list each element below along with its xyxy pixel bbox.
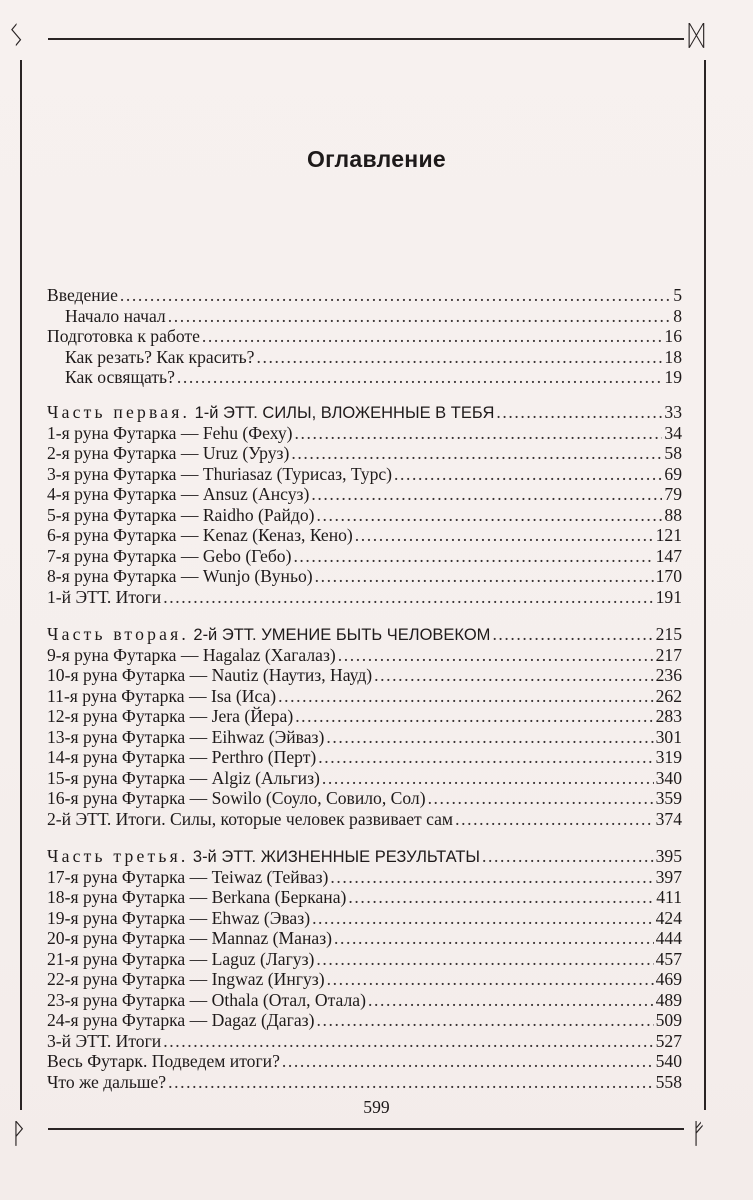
toc-entry[interactable]	[47, 686, 682, 707]
toc-entry-title: 14-я руна Футарка — Perthro (Перт)	[47, 747, 317, 767]
rune-sowilo-icon: ᛊ	[8, 19, 25, 52]
toc-entry[interactable]	[47, 505, 682, 526]
toc-page-number: 558	[655, 1071, 682, 1092]
dot-leader	[168, 306, 671, 327]
page-number: 599	[363, 1097, 390, 1117]
toc-page-number: 262	[655, 685, 682, 706]
toc-entry-title: 17-я руна Футарка — Teiwaz (Тейваз)	[47, 866, 329, 887]
toc-entry-title: 3-я руна Футарка — Thuriasaz (Турисаз, Турс)	[47, 463, 393, 484]
toc-page-number: 19	[664, 367, 682, 387]
toc-entry[interactable]	[47, 867, 682, 888]
dot-leader	[428, 788, 654, 809]
toc-entry-title: Начало начал	[65, 305, 166, 326]
toc-entry[interactable]	[47, 464, 682, 485]
toc-entry[interactable]	[47, 347, 682, 368]
part-heading: 3-й ЭТТ. ЖИЗНЕННЫЕ РЕЗУЛЬТАТЫ	[192, 848, 481, 866]
toc-entry[interactable]	[47, 484, 682, 505]
toc-entry-title: 7-я руна Футарка — Gebo (Гебо)	[47, 545, 292, 566]
dot-leader	[163, 1031, 653, 1052]
toc-page-number: 397	[655, 866, 682, 887]
dot-leader	[374, 665, 653, 686]
toc-entry-title: 1-я руна Футарка — Fehu (Феху)	[47, 422, 293, 443]
toc-front-matter	[47, 285, 682, 388]
dot-leader	[327, 969, 654, 990]
toc-page-number: 424	[655, 907, 682, 928]
toc-entry[interactable]	[47, 727, 682, 748]
toc-entry[interactable]	[47, 928, 682, 949]
toc-page-number: 69	[664, 463, 682, 484]
toc-entry[interactable]	[47, 747, 682, 768]
toc-entry-title: 22-я руна Футарка — Ingwaz (Ингуз)	[47, 969, 325, 989]
toc-entry[interactable]	[47, 887, 682, 908]
dot-leader	[120, 285, 671, 306]
toc-page-number: 191	[655, 586, 682, 607]
toc-entry[interactable]	[47, 1051, 682, 1072]
toc-page-number: 457	[655, 948, 682, 969]
rune-fehu-icon: ᚠ	[690, 1117, 707, 1150]
toc-page-number: 444	[655, 928, 682, 948]
toc-entry-title: 21-я руна Футарка — Laguz (Лагуз)	[47, 948, 315, 969]
toc-part-heading[interactable]	[47, 624, 682, 645]
toc-page-number: 121	[655, 525, 682, 545]
part-label: Часть первая.	[47, 402, 191, 422]
toc-entry-title: 2-й ЭТТ. Итоги. Силы, которые человек развивает сам	[47, 808, 454, 829]
dot-leader	[338, 645, 654, 666]
dot-leader	[482, 846, 654, 867]
toc-entry-title: Как резать? Как красить?	[65, 346, 255, 367]
dot-leader	[295, 423, 663, 444]
toc-entry[interactable]	[47, 706, 682, 727]
toc-page-number: 58	[664, 443, 682, 463]
toc-entry-title: 24-я руна Футарка — Dagaz (Дагаз)	[47, 1010, 315, 1030]
toc-page-number: 236	[655, 665, 682, 685]
left-rule	[20, 60, 22, 1110]
toc-page-number: 301	[655, 726, 682, 747]
toc-page-number: 18	[664, 346, 682, 367]
toc-page-number: 79	[664, 484, 682, 504]
dot-leader	[256, 347, 662, 368]
dot-leader	[282, 1051, 654, 1072]
toc-entry[interactable]	[47, 285, 682, 306]
toc-entry-title: 16-я руна Футарка — Sowilo (Соуло, Совило, Сол)	[47, 788, 426, 808]
toc-part-heading[interactable]	[47, 846, 682, 867]
toc-entry[interactable]	[47, 788, 682, 809]
dot-leader	[368, 990, 654, 1011]
part-heading: 1-й ЭТТ. СИЛЫ, ВЛОЖЕННЫЕ В ТЕБЯ	[194, 404, 495, 422]
toc-entry-title: 6-я руна Футарка — Kenaz (Кеназ, Кено)	[47, 525, 353, 545]
rune-wunjo-icon: ᚹ	[10, 1117, 27, 1150]
part-label: Часть вторая.	[47, 624, 189, 644]
toc-entry-title: 20-я руна Футарка — Mannaz (Маназ)	[47, 928, 333, 948]
toc-entry[interactable]	[47, 1010, 682, 1031]
toc-entry-title: 10-я руна Футарка — Nautiz (Наутиз, Науд)	[47, 665, 373, 685]
toc-entry-title: 8-я руна Футарка — Wunjo (Вуньо)	[47, 566, 313, 586]
toc-page-number: 16	[664, 326, 682, 346]
toc-entry-title: 5-я руна Футарка — Raidho (Райдо)	[47, 504, 315, 525]
dot-leader	[168, 1072, 654, 1093]
toc-entry-title: 3-й ЭТТ. Итоги	[47, 1030, 162, 1051]
rune-dagaz-icon: ᛞ	[688, 19, 705, 52]
part-label: Часть третья.	[47, 846, 189, 866]
toc-page-number: 217	[655, 644, 682, 665]
toc-entry-title: 11-я руна Футарка — Isa (Иса)	[47, 685, 277, 706]
dot-leader	[318, 747, 653, 768]
toc-entry[interactable]	[47, 645, 682, 666]
toc-part-one	[47, 402, 682, 607]
toc-entry-title: 23-я руна Футарка — Othala (Отал, Отала)	[47, 989, 366, 1010]
toc-page-number: 319	[655, 747, 682, 767]
toc-page-number: 411	[656, 887, 682, 907]
toc-entry-title: 19-я руна Футарка — Ehwaz (Эваз)	[47, 907, 311, 928]
toc-page-number: 359	[655, 788, 682, 808]
toc-entry[interactable]	[47, 1072, 682, 1093]
toc-entry-title: 18-я руна Футарка — Berkana (Беркана)	[47, 887, 347, 907]
toc-entry-title: 13-я руна Футарка — Eihwaz (Эйваз)	[47, 726, 325, 747]
toc-page-number: 147	[655, 545, 682, 566]
dot-leader	[177, 367, 663, 388]
toc-entry-title: Что же дальше?	[47, 1071, 167, 1092]
toc-entry-title: 2-я руна Футарка — Uruz (Уруз)	[47, 443, 290, 463]
toc-page-number: 540	[655, 1051, 682, 1071]
toc-page-number: 489	[655, 989, 682, 1010]
toc-page-number: 5	[673, 285, 682, 305]
toc-part-two	[47, 624, 682, 829]
part-heading: 2-й ЭТТ. УМЕНИЕ БЫТЬ ЧЕЛОВЕКОМ	[193, 626, 491, 644]
toc-entry[interactable]	[47, 908, 682, 929]
top-rule	[48, 38, 684, 40]
dot-leader	[348, 887, 654, 908]
toc-page-number: 283	[655, 706, 682, 726]
toc-page-number: 469	[655, 969, 682, 989]
toc-entry[interactable]	[47, 306, 682, 327]
toc-entry[interactable]	[47, 949, 682, 970]
dot-leader	[355, 525, 654, 546]
dot-leader	[315, 566, 654, 587]
dot-leader	[455, 809, 654, 830]
dot-leader	[293, 546, 653, 567]
toc-page-number: 33	[664, 402, 682, 422]
dot-leader	[202, 326, 663, 347]
toc-entry[interactable]	[47, 665, 682, 686]
toc-entry[interactable]	[47, 525, 682, 546]
toc-page-number: 170	[655, 566, 682, 586]
page-title: Оглавление	[306, 146, 447, 172]
toc-entry[interactable]	[47, 1031, 682, 1052]
toc-entry-title: 9-я руна Футарка — Hagalaz (Хагалаз)	[47, 644, 336, 665]
toc-entry-title: Подготовка к работе	[47, 326, 200, 346]
toc-page-number: 509	[655, 1010, 682, 1030]
dot-leader	[291, 443, 662, 464]
dot-leader	[278, 686, 653, 707]
bottom-rule	[48, 1128, 684, 1130]
toc-page-number: 34	[664, 422, 682, 443]
toc-page-number: 395	[655, 846, 682, 866]
dot-leader	[316, 1010, 653, 1031]
toc-entry[interactable]	[47, 566, 682, 587]
toc-part-heading[interactable]	[47, 402, 682, 423]
toc-entry-title: 12-я руна Футарка — Jera (Йера)	[47, 706, 294, 726]
dot-leader	[311, 484, 662, 505]
toc-entry-title: Введение	[47, 285, 118, 305]
toc-entry[interactable]	[47, 546, 682, 567]
toc-entry[interactable]	[47, 768, 682, 789]
dot-leader	[326, 727, 653, 748]
toc-entry-title: 15-я руна Футарка — Algiz (Альгиз)	[47, 767, 320, 788]
dot-leader	[334, 928, 654, 949]
toc-page-number: 88	[664, 504, 682, 525]
toc-entry[interactable]	[47, 969, 682, 990]
toc-entry[interactable]	[47, 326, 682, 347]
toc-page-number: 215	[655, 624, 682, 644]
dot-leader	[317, 505, 663, 526]
toc-page-number: 374	[655, 808, 682, 829]
dot-leader	[163, 587, 653, 608]
dot-leader	[295, 706, 653, 727]
toc-entry[interactable]	[47, 367, 682, 388]
toc-entry-title: Весь Футарк. Подведем итоги?	[47, 1051, 280, 1071]
dot-leader	[394, 464, 662, 485]
right-rule	[704, 60, 706, 1110]
toc-part-three	[47, 846, 682, 1092]
toc-entry[interactable]	[47, 423, 682, 444]
dot-leader	[312, 908, 654, 929]
dot-leader	[316, 949, 653, 970]
toc-entry[interactable]	[47, 809, 682, 830]
toc-entry[interactable]	[47, 990, 682, 1011]
toc-entry[interactable]	[47, 587, 682, 608]
toc-page-number: 8	[673, 305, 682, 326]
toc-entry-title: Как освящать?	[65, 367, 175, 387]
toc-page-number: 340	[655, 767, 682, 788]
toc-entry[interactable]	[47, 443, 682, 464]
dot-leader	[492, 624, 653, 645]
dot-leader	[330, 867, 653, 888]
toc-entry-title: 1-й ЭТТ. Итоги	[47, 586, 162, 607]
dot-leader	[322, 768, 654, 789]
toc-entry-title: 4-я руна Футарка — Ansuz (Ансуз)	[47, 484, 310, 504]
toc-page-number: 527	[655, 1030, 682, 1051]
dot-leader	[496, 402, 662, 423]
